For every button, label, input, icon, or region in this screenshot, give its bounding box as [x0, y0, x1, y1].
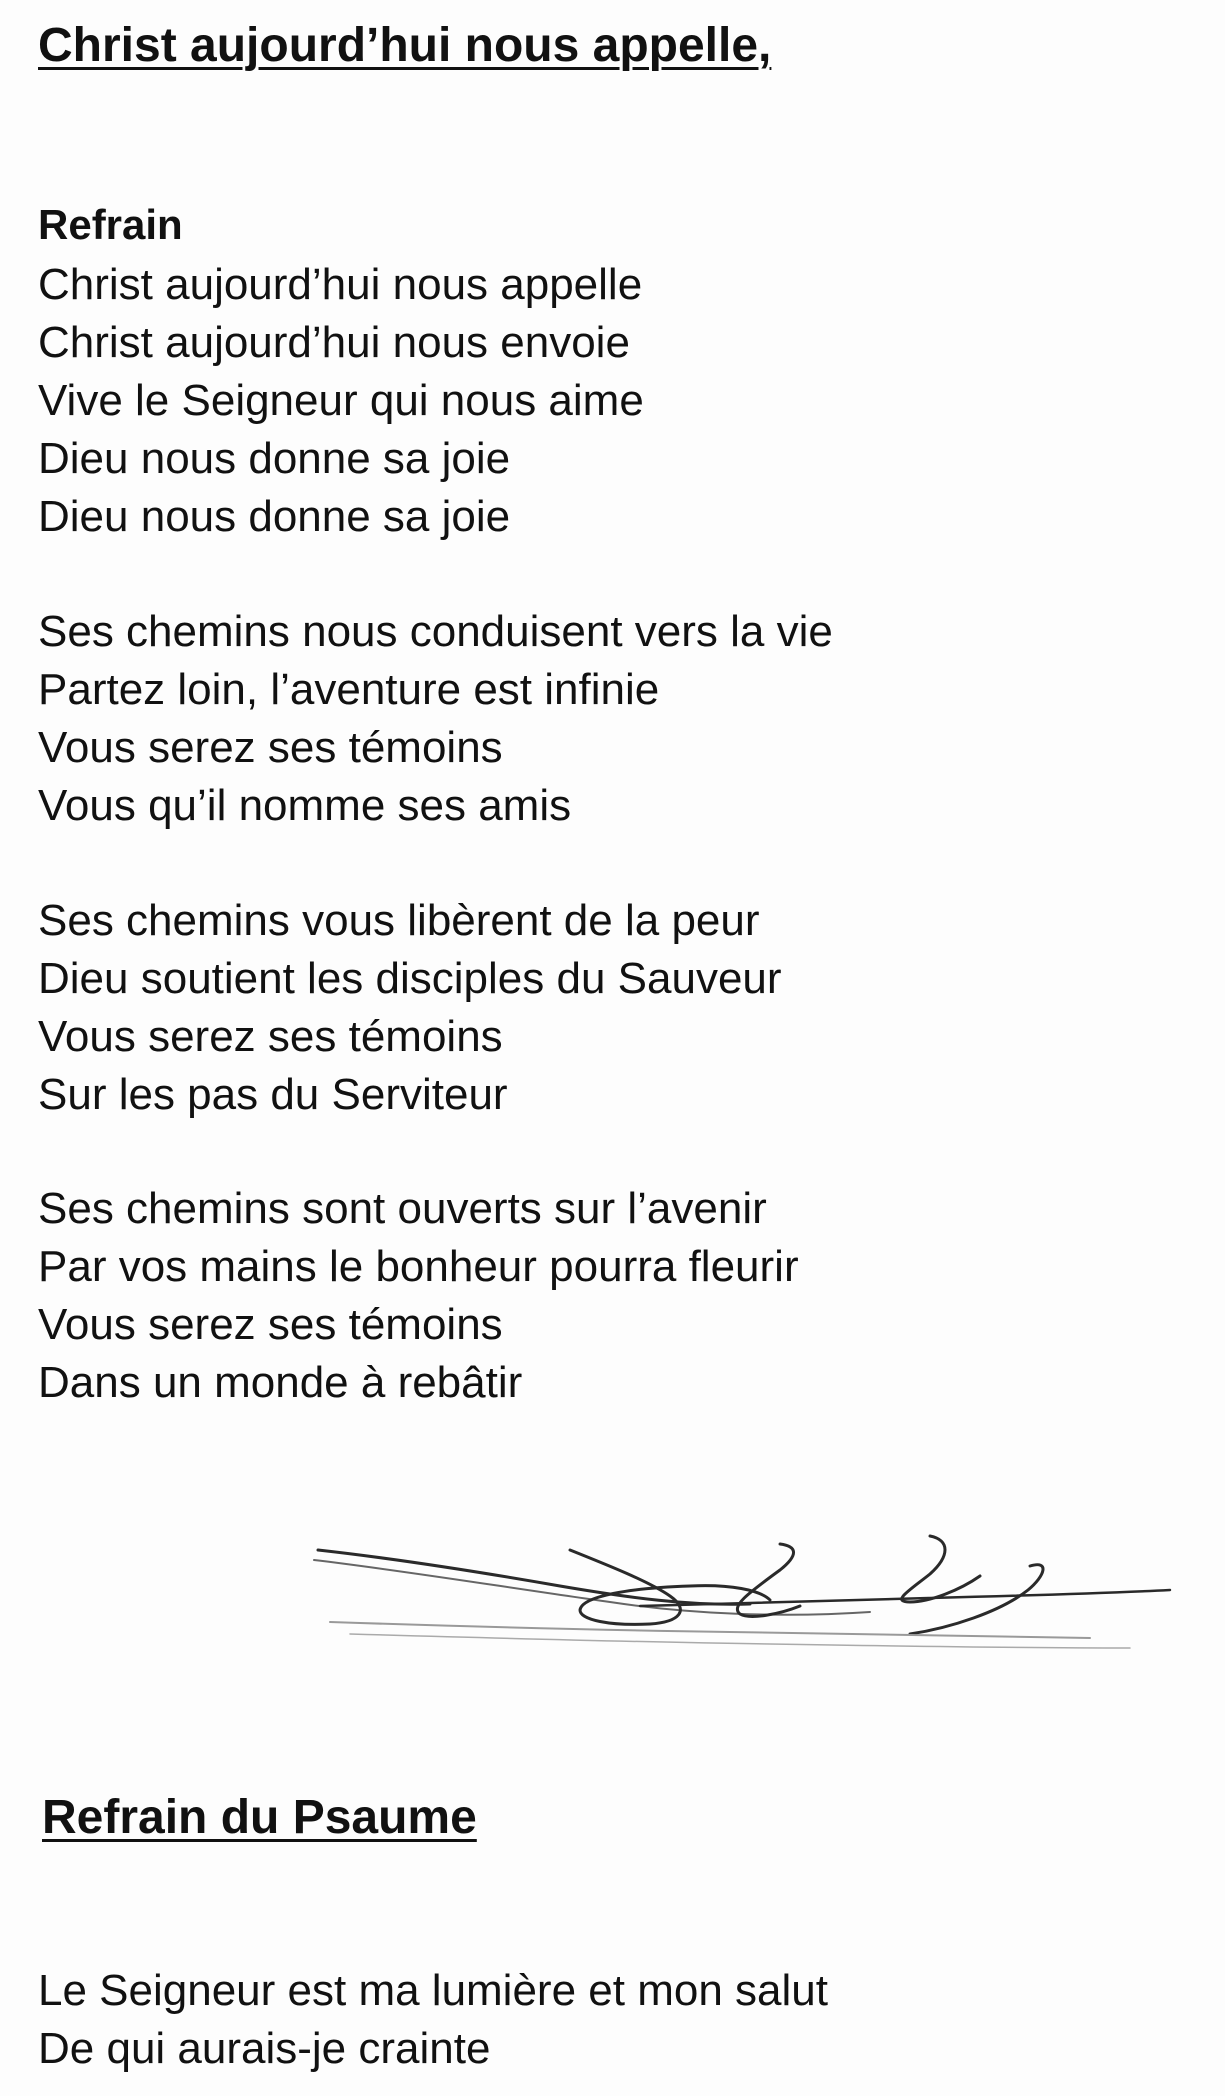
lyric-line: Vous serez ses témoins	[38, 723, 503, 772]
lyric-line: Vous serez ses témoins	[38, 1300, 503, 1349]
verse-3-stanza	[38, 1180, 799, 1412]
lyric-line: Ses chemins nous conduisent vers la vie	[38, 607, 833, 656]
lyric-line: Vive le Seigneur qui nous aime	[38, 376, 644, 425]
lyric-line: Partez loin, l’aventure est infinie	[38, 665, 660, 714]
refrain-label: Refrain	[38, 201, 183, 248]
lyric-line: Christ aujourd’hui nous appelle	[38, 260, 643, 309]
lyric-line: Dans un monde à rebâtir	[38, 1358, 523, 1407]
lyric-line: Ses chemins vous libèrent de la peur	[38, 896, 760, 945]
lyric-line: Christ aujourd’hui nous envoie	[38, 318, 630, 367]
lyric-line: Par vos mains le bonheur pourra fleurir	[38, 1242, 799, 1291]
verse-2-stanza	[38, 892, 782, 1124]
lyric-line: Vous serez ses témoins	[38, 1012, 503, 1061]
song-title: Christ aujourd’hui nous appelle,	[38, 19, 772, 72]
lyric-line: Dieu nous donne sa joie	[38, 434, 511, 483]
psalm-refrain-stanza	[38, 1962, 828, 2078]
lyric-line: Le Seigneur est ma lumière et mon salut	[38, 1966, 828, 2015]
lyric-line: Ses chemins sont ouverts sur l’avenir	[38, 1184, 767, 1233]
lyric-line: De qui aurais-je crainte	[38, 2024, 491, 2073]
lyric-line: Sur les pas du Serviteur	[38, 1070, 508, 1119]
lyric-line: Dieu soutient les disciples du Sauveur	[38, 954, 782, 1003]
psalm-title: Refrain du Psaume	[42, 1791, 477, 1844]
signature-flourish	[310, 1530, 1190, 1670]
verse-1-stanza	[38, 603, 833, 835]
lyric-line: Dieu nous donne sa joie	[38, 492, 511, 541]
refrain-stanza	[38, 256, 644, 546]
lyric-line: Vous qu’il nomme ses amis	[38, 781, 572, 830]
